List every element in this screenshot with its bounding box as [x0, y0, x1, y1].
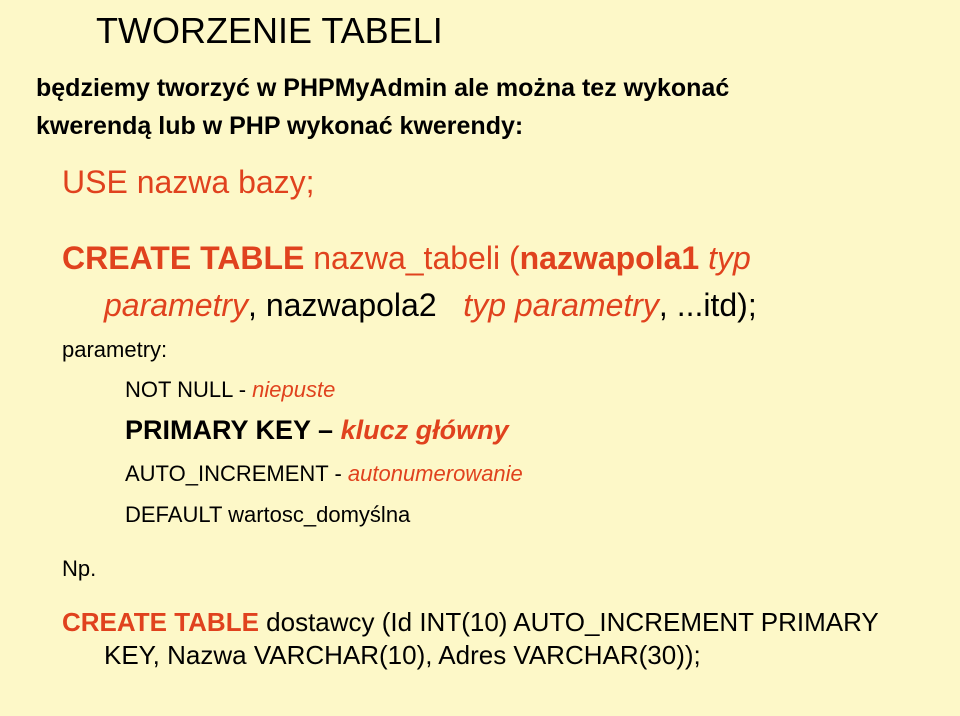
- intro-line-1: będziemy tworzyć w PHPMyAdmin ale można tez wykonać: [36, 74, 730, 102]
- page-title: TWORZENIE TABELI: [96, 10, 443, 51]
- param-not-null: [125, 377, 335, 403]
- param-key: PRIMARY KEY –: [125, 415, 341, 445]
- param-default: [125, 502, 410, 528]
- create-type1: typ: [699, 240, 751, 276]
- example-label: Np.: [62, 556, 97, 581]
- param-desc: autonumerowanie: [347, 461, 523, 486]
- param-auto-increment: [125, 461, 523, 487]
- example-line-2: KEY, Nazwa VARCHAR(10), Adres VARCHAR(30));: [104, 640, 701, 670]
- example-text-1: dostawcy (Id INT(10) AUTO_INCREMENT PRIMARY: [258, 607, 879, 637]
- param-key: DEFAULT wartosc_domyślna: [125, 502, 411, 527]
- create-end: , ...itd);: [658, 287, 757, 323]
- param-key: NOT NULL -: [125, 377, 253, 402]
- create-table-name: nazwa_tabeli (: [304, 240, 520, 276]
- create-separator: , nazwapola2: [248, 287, 464, 323]
- create-statement: [62, 240, 751, 277]
- intro-line-2: kwerendą lub w PHP wykonać kwerendy:: [36, 112, 524, 140]
- create-type2: typ parametry: [463, 287, 659, 323]
- params-label: parametry:: [62, 337, 168, 362]
- param-desc: klucz główny: [340, 415, 509, 445]
- create-keyword: CREATE TABLE: [62, 240, 305, 276]
- create-field1: nazwapola1: [519, 240, 700, 276]
- param-desc: niepuste: [252, 377, 336, 402]
- param-primary-key: [125, 415, 509, 446]
- example-keyword: CREATE TABLE: [62, 607, 259, 637]
- create-statement-cont: [104, 287, 757, 324]
- example-line-1: [62, 607, 879, 638]
- param-key: AUTO_INCREMENT -: [125, 461, 348, 486]
- use-statement: USE nazwa bazy;: [62, 164, 315, 200]
- create-params1: parametry: [104, 287, 249, 323]
